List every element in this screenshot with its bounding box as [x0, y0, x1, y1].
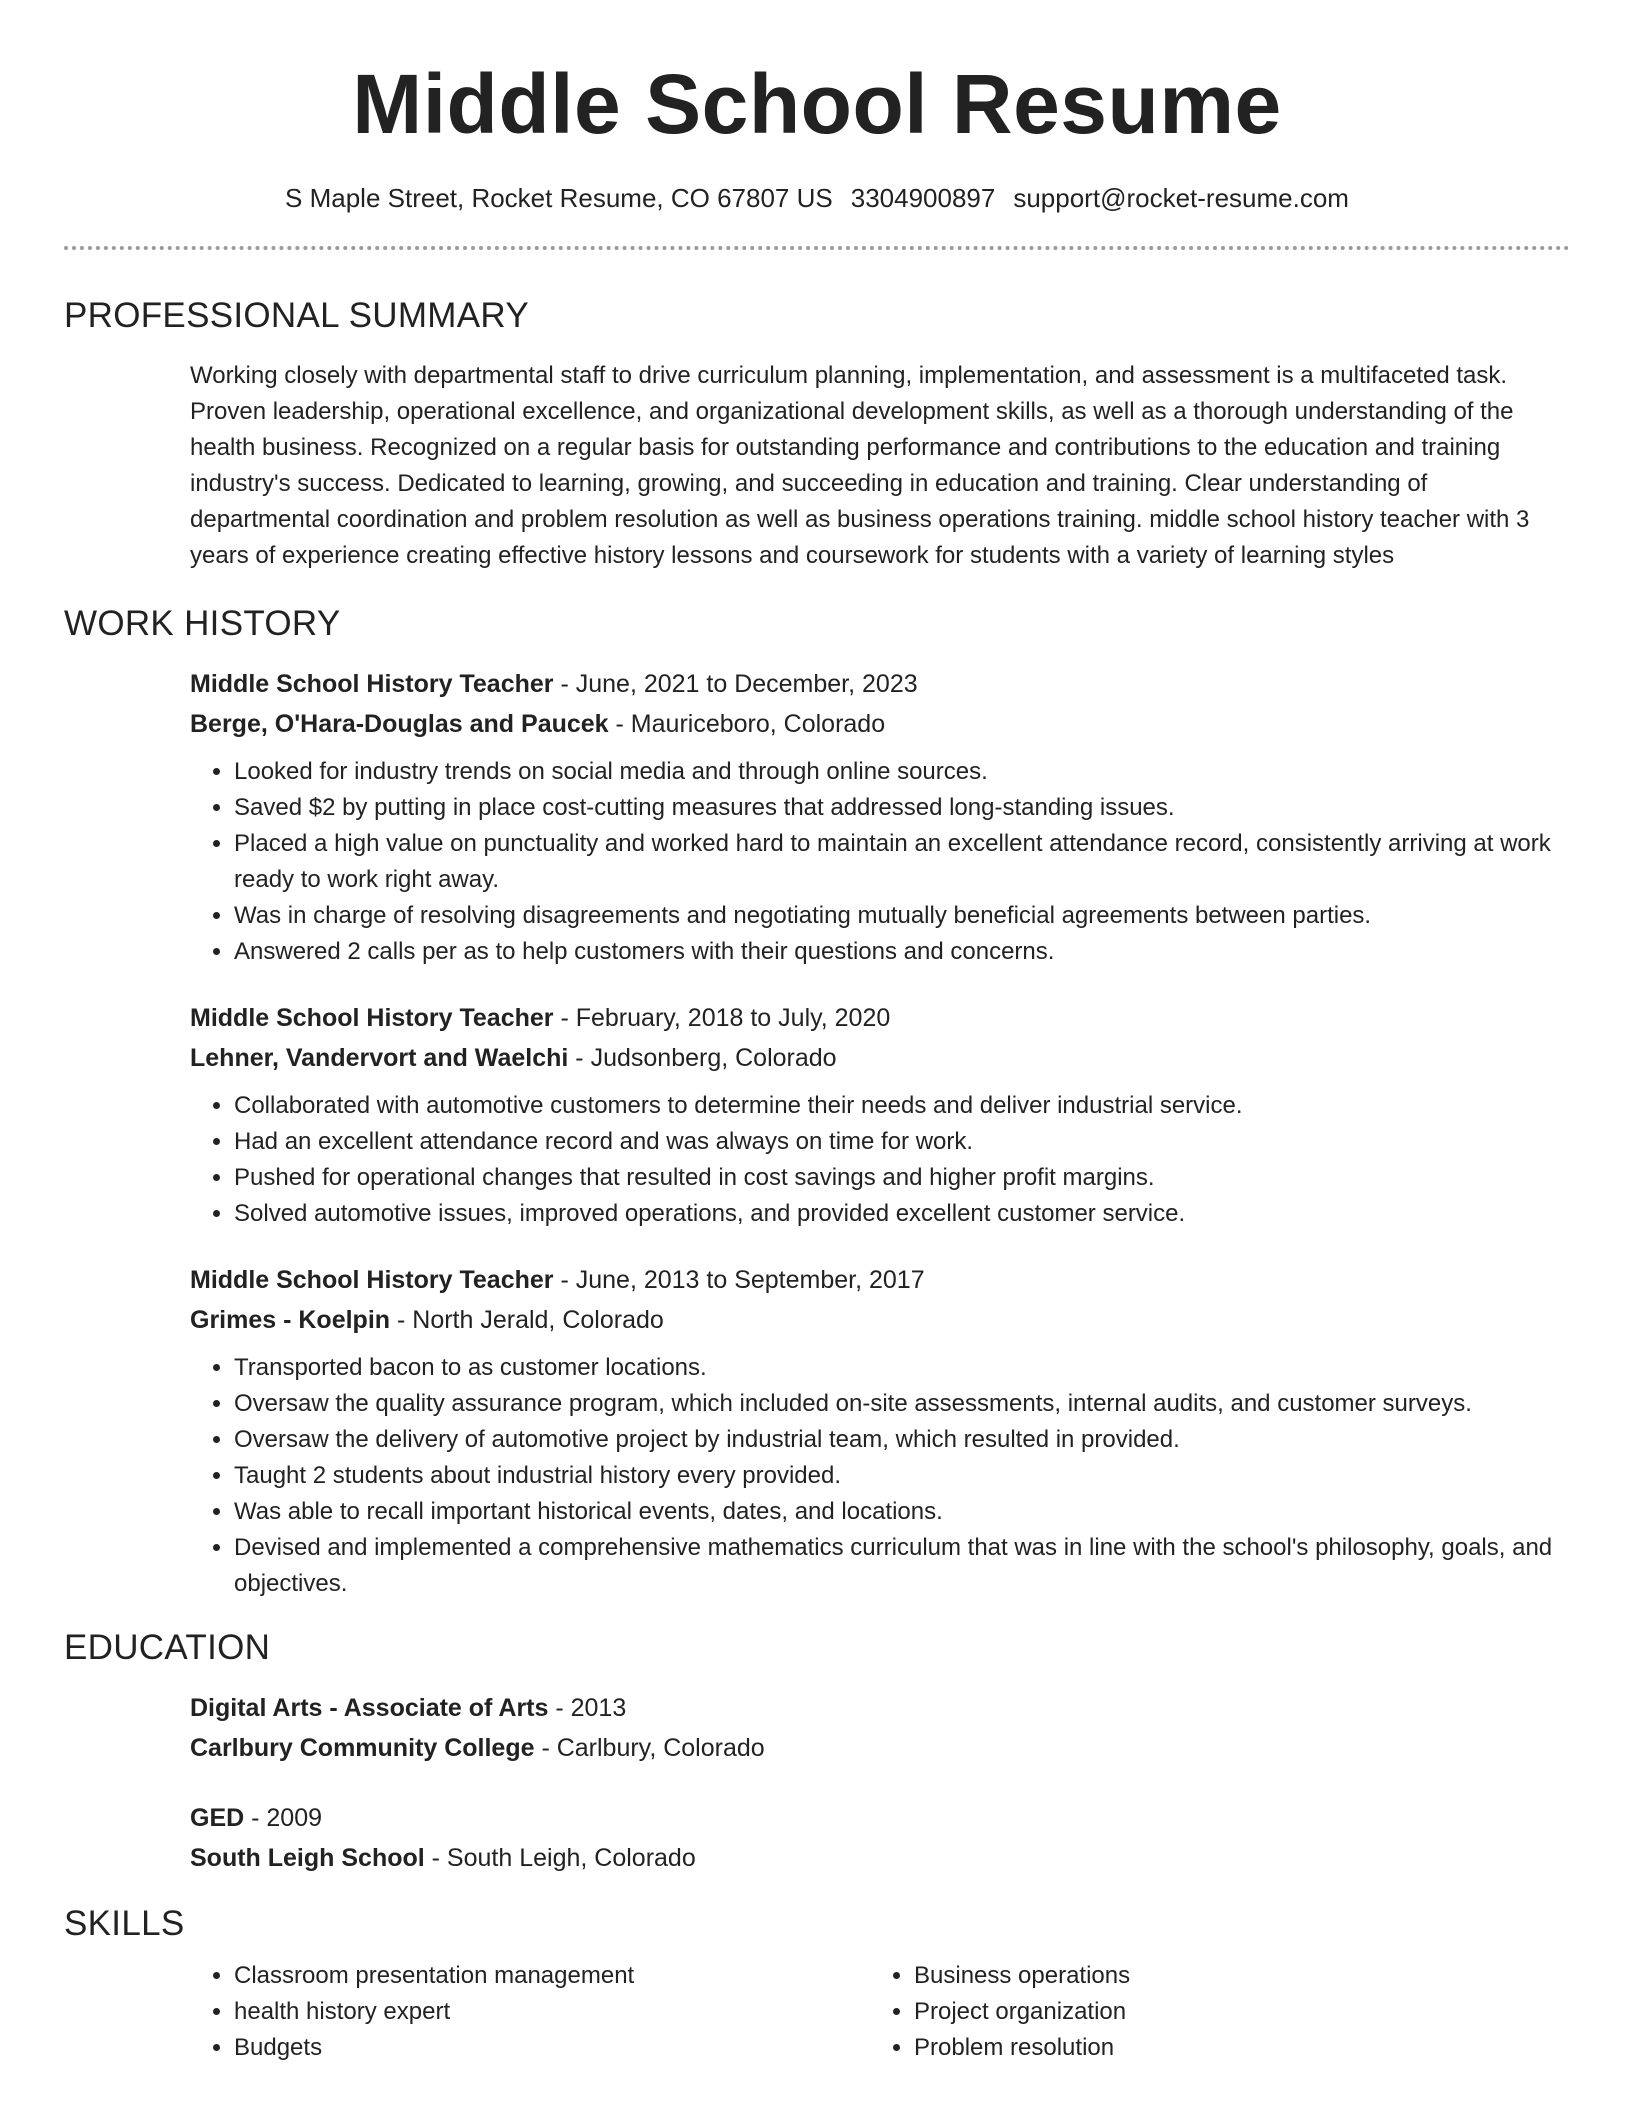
job-dates: - June, 2013 to September, 2017 [553, 1266, 925, 1294]
education-location: - South Leigh, Colorado [424, 1844, 696, 1872]
summary-heading: PROFESSIONAL SUMMARY [64, 296, 529, 335]
work-history-heading: WORK HISTORY [64, 604, 341, 643]
job-entry [190, 1260, 1570, 1602]
job-duty: • Solved automotive issues, improved operations, and provided excellent customer service. [234, 1196, 1570, 1232]
job-duty: • Was able to recall important historical events, dates, and locations. [234, 1494, 1570, 1530]
contact-email: support@rocket-resume.com [1013, 183, 1349, 213]
education-heading: EDUCATION [64, 1628, 271, 1667]
skill-item: • health history expert [234, 1994, 870, 2030]
job-duty: • Oversaw the quality assurance program, which included on-site assessments, internal audits, and customer surveys. [234, 1386, 1570, 1422]
job-duties [190, 1350, 1570, 1602]
education-school-line [190, 1728, 1570, 1768]
resume-page [64, 0, 1570, 2066]
job-dates: - June, 2021 to December, 2023 [553, 670, 918, 698]
job-company-line [190, 1300, 1570, 1340]
job-location: - North Jerald, Colorado [390, 1306, 664, 1334]
job-title-line [190, 664, 1570, 704]
job-duty: • Looked for industry trends on social media and through online sources. [234, 754, 1570, 790]
education-location: - Carlbury, Colorado [534, 1734, 765, 1762]
header-divider [64, 246, 1570, 250]
skill-item: • Budgets [234, 2030, 870, 2066]
job-entry [190, 664, 1570, 970]
skills-list [190, 1958, 870, 2066]
job-duty: • Transported bacon to as customer locations. [234, 1350, 1570, 1386]
job-company: Lehner, Vandervort and Waelchi [190, 1044, 569, 1072]
education-degree: Digital Arts - Associate of Arts [190, 1694, 549, 1722]
skill-item: • Problem resolution [914, 2030, 1550, 2066]
education-school: Carlbury Community College [190, 1734, 535, 1762]
job-company: Berge, O'Hara-Douglas and Paucek [190, 710, 609, 738]
skills-column-left [190, 1958, 870, 2066]
education-school-line [190, 1838, 1570, 1878]
job-duty: • Pushed for operational changes that resulted in cost savings and higher profit margins. [234, 1160, 1570, 1196]
job-title: Middle School History Teacher [190, 670, 554, 698]
education-year: - 2013 [548, 1694, 627, 1722]
job-company-line [190, 1038, 1570, 1078]
education-year: - 2009 [244, 1804, 323, 1832]
job-entry [190, 998, 1570, 1232]
job-duty: • Devised and implemented a comprehensive mathematics curriculum that was in line with the school's philosophy, goals, and objectives. [234, 1530, 1570, 1602]
job-title: Middle School History Teacher [190, 1266, 554, 1294]
job-title: Middle School History Teacher [190, 1004, 554, 1032]
education-degree-line [190, 1798, 1570, 1838]
skills-section [190, 1958, 1570, 2066]
job-duty: • Was in charge of resolving disagreements and negotiating mutually beneficial agreements between parties. [234, 898, 1570, 934]
job-title-line [190, 1260, 1570, 1300]
resume-title: Middle School Resume [352, 57, 1282, 151]
job-duty: • Answered 2 calls per as to help customers with their questions and concerns. [234, 934, 1570, 970]
summary-text: Working closely with departmental staff to drive curriculum planning, implementation, and assessment is a multifaceted task. Proven leadership, operational excellence, and organizational development skills, as well as a thorough understanding of the health business. Recognized on a regular basis for outstanding performance and contributions to the education and training industry's success. Dedicated to learning, growing, and succeeding in education and training. Clear understanding of departmental coordination and problem resolution as well as business operations training. middle school history teacher with 3 years of experience creating effective history lessons and coursework for students with a variety of learning styles [190, 362, 1530, 569]
job-duty: • Collaborated with automotive customers to determine their needs and deliver industrial service. [234, 1088, 1570, 1124]
job-duty: • Saved $2 by putting in place cost-cutting measures that addressed long-standing issues. [234, 790, 1570, 826]
skill-item: • Business operations [914, 1958, 1550, 1994]
job-duty: • Oversaw the delivery of automotive project by industrial team, which resulted in provided. [234, 1422, 1570, 1458]
education-entry [190, 1798, 1570, 1878]
education-school: South Leigh School [190, 1844, 425, 1872]
job-title-line [190, 998, 1570, 1038]
skills-column-right [870, 1958, 1550, 2066]
job-company: Grimes - Koelpin [190, 1306, 391, 1334]
skill-item: • Project organization [914, 1994, 1550, 2030]
contact-address: S Maple Street, Rocket Resume, CO 67807 US [285, 183, 833, 213]
job-dates: - February, 2018 to July, 2020 [553, 1004, 891, 1032]
contact-line [64, 182, 1570, 214]
job-duty: • Had an excellent attendance record and was always on time for work. [234, 1124, 1570, 1160]
job-duty: • Placed a high value on punctuality and worked hard to maintain an excellent attendance record, consistently arriving at work ready to work right away. [234, 826, 1570, 898]
skill-item: • Classroom presentation management [234, 1958, 870, 1994]
job-duty: • Taught 2 students about industrial history every provided. [234, 1458, 1570, 1494]
education-entry [190, 1688, 1570, 1768]
job-duties [190, 1088, 1570, 1232]
job-duties [190, 754, 1570, 970]
education-degree: GED [190, 1804, 245, 1832]
job-company-line [190, 704, 1570, 744]
job-location: - Judsonberg, Colorado [568, 1044, 837, 1072]
contact-phone: 3304900897 [850, 183, 996, 213]
skills-list [870, 1958, 1550, 2066]
education-degree-line [190, 1688, 1570, 1728]
job-location: - Mauriceboro, Colorado [608, 710, 886, 738]
skills-heading: SKILLS [64, 1904, 185, 1943]
summary-section [190, 358, 1570, 574]
